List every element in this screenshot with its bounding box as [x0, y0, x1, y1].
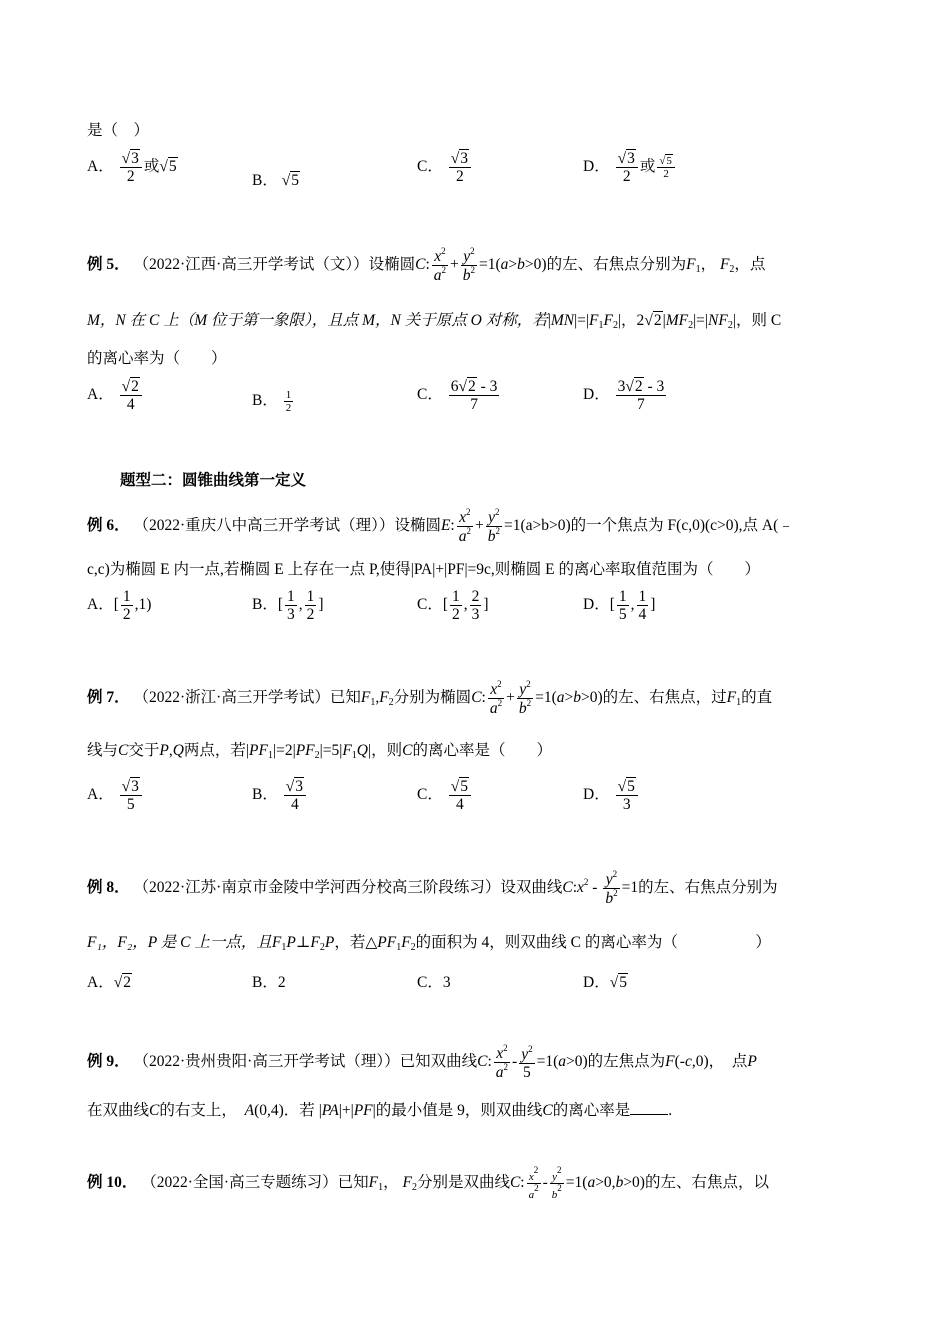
option-a: A．√2 — [87, 974, 131, 991]
option-b: B．[ $\frac{1}{3}$ , $\frac{1}{2}$ ] — [252, 588, 324, 624]
option-b: B． √5 — [252, 172, 299, 189]
example-9-line1: 例 9． （2022·贵州贵阳·高三开学考试（理））已知双曲线C: $\frac{x^2}{a^2}$ - $\frac{y^2}{5}$ =1(a>0)的左焦点为F(-c,0)， 点P — [87, 1043, 757, 1082]
option-b: B．2 — [252, 974, 286, 991]
option-c: C． $\frac{√5}{4}$ — [417, 778, 473, 813]
example-tag: 例 8． — [87, 879, 130, 897]
example-7-line2: 线与C交于P,Q两点，若$|PF_1|=2|PF_2|=5|F_1Q|$，则C的离心率是（ ） — [87, 742, 552, 761]
example-tag: 例 9． — [87, 1053, 130, 1071]
example-tag: 例 7． — [87, 689, 130, 707]
example-5-line2: M，N 在 C 上（M 位于第一象限），且点 M，N 关于原点 O 对称，若$|MN|=|F_1F_2|$，$2√2|MF_2|=|NF_2|$，则 C — [87, 312, 782, 331]
option-a: A． $\frac{√2}{4}$ — [87, 378, 144, 413]
example-10-line1: 例 10． （2022·全国·高三专题练习）已知$F_1$， $F_2$分别是双曲线C: $\frac{x^2}{a^2}$ - $\frac{y^2}{b^2}$ =1(a>0,b>0)的左、右焦点，以 — [87, 1165, 769, 1202]
option-b: B． $\frac{1}{2}$ — [252, 388, 292, 414]
example-9-line2: 在双曲线C的右支上， A(0,4)．若 |PA|+|PF|的最小值是 9，则双曲线C的离心率是 . — [87, 1102, 673, 1119]
option-a: A． $\frac{√3}{2}$ 或√5 — [87, 150, 177, 186]
example-6-line2: c,c)为椭圆 E 内一点,若椭圆 E 上存在一点 P,使得|PA|+|PF|=9c,则椭圆 E 的离心率取值范围为（ ） — [87, 561, 761, 578]
example-tag: 例 5． — [87, 256, 130, 274]
option-c: C．[ $\frac{1}{2}$ , $\frac{2}{3}$ ] — [417, 588, 489, 624]
example-6-line1: 例 6． （2022·重庆八中高三开学考试（理））设椭圆E: $\frac{x^2}{a^2}$ + $\frac{y^2}{b^2}$ =1(a>b>0)的一个焦点为 F(c,0)(c>0),点 A(﹣ — [87, 507, 794, 546]
example-8-line1: 例 8． （2022·江苏·南京市金陵中学河西分校高三阶段练习）设双曲线$C:x^2$ - $\frac{y^2}{b^2}$ =1的左、右焦点分别为 — [87, 869, 778, 908]
option-c: C．3 — [417, 974, 451, 991]
option-a: A．[ $\frac{1}{2}$ ,1) — [87, 588, 152, 624]
option-d: D．[ $\frac{1}{5}$ , $\frac{1}{4}$ ] — [583, 588, 656, 624]
option-b: B． $\frac{√3}{4}$ — [252, 778, 308, 813]
example-tag: 例 10． — [87, 1174, 138, 1192]
example-tag: 例 6． — [87, 517, 130, 535]
example-5-line3: 的离心率为（ ） — [87, 350, 227, 367]
option-c: C． $\frac{6√2 - 3}{7}$ — [417, 378, 498, 414]
example-7-line1: 例 7． （2022·浙江·高三开学考试）已知$F_1,F_2$分别为椭圆C: $\frac{x^2}{a^2}$ + $\frac{y^2}{b^2}$ =1(a>b>0)的左、右焦点，过$F_1$的直 — [87, 679, 773, 718]
question-stem-end: 是（ ） — [87, 122, 150, 139]
option-d: D． $\frac{√5}{3}$ — [583, 778, 640, 813]
option-d: D． $\frac{3√2 - 3}{7}$ — [583, 378, 665, 414]
answer-blank — [630, 1102, 668, 1115]
example-8-line2: F₁，F₂，P 是 C 上一点，且$F_1P\perp F_2P$，若$\triangle PF_1F_2$的面积为 4，则双曲线 C 的离心率为（ ） — [87, 934, 771, 953]
option-a: A． $\frac{√3}{5}$ — [87, 778, 144, 813]
section-title: 题型二：圆锥曲线第一定义 — [120, 472, 307, 489]
option-c: C． $\frac{√3}{2}$ — [417, 150, 473, 185]
option-d: D．√5 — [583, 974, 627, 991]
option-d: D． $\frac{√3}{2}$ 或 $\frac{√5}{2}$ — [583, 150, 677, 185]
example-5-line1: 例 5． （2022·江西·高三开学考试（文））设椭圆C: $\frac{x^2}{a^2}$ + $\frac{y^2}{b^2}$ =1(a>b>0)的左、右焦点分别为$F_1$， $F_2$，点 — [87, 246, 766, 285]
